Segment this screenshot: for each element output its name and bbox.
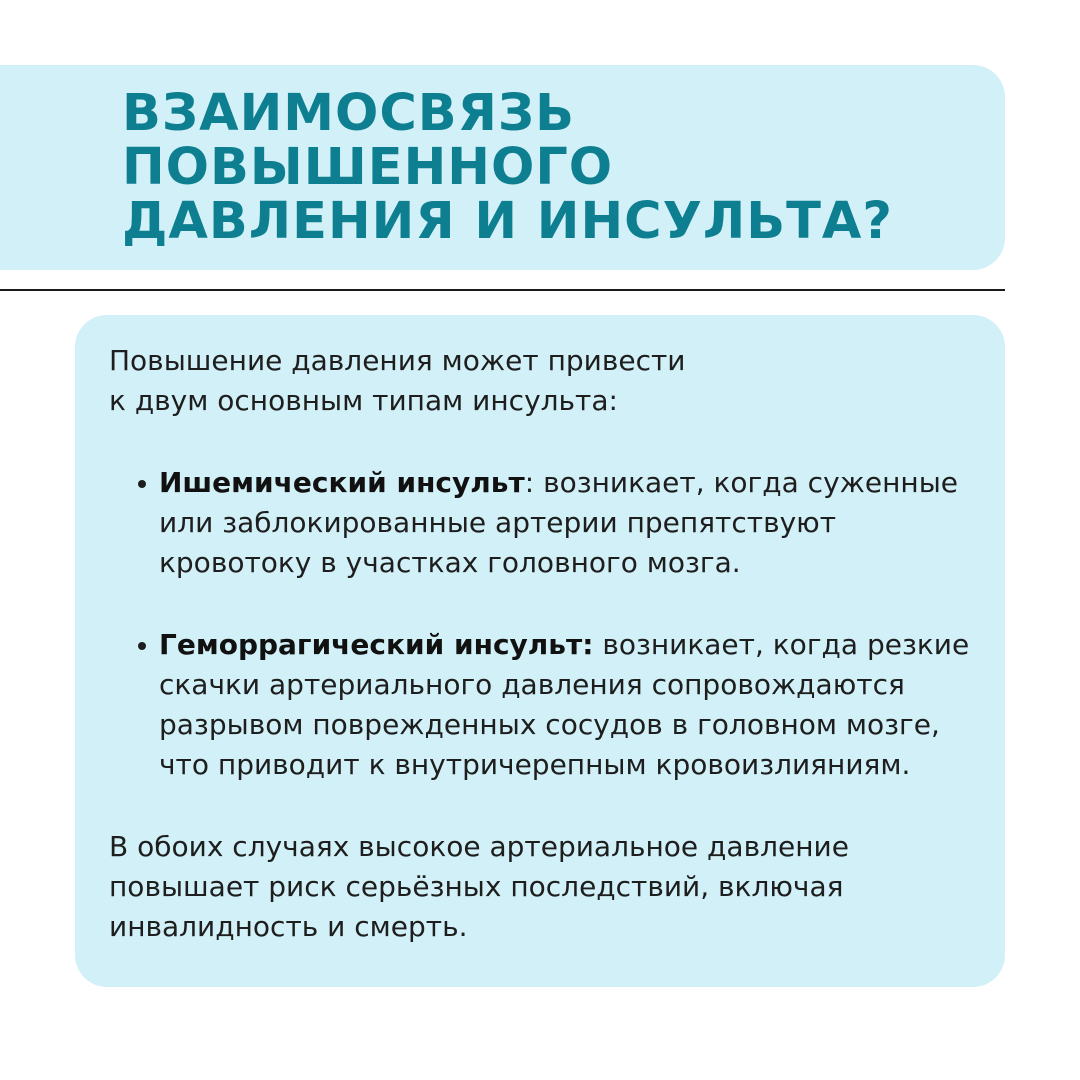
- title-panel: [0, 65, 1005, 270]
- bullet-icon: [138, 480, 146, 488]
- closing-paragraph: В обоих случаях высокое артериальное давление повышает риск серьёзных последствий, включая инвалидность и смерть.: [109, 830, 849, 943]
- list-item-text: возникает, когда резкие скачки артериального давления сопровождаются разрывом поврежденных сосудов в головном мозге, что приводит к внутричерепным кровоизлияниям.: [159, 628, 970, 781]
- divider-line: [0, 289, 1005, 291]
- content-panel: [75, 315, 1005, 987]
- list-item-ischemic: [109, 463, 985, 583]
- list-item-title: Ишемический инсульт: [159, 466, 525, 499]
- page-title: ВЗАИМОСВЯЗЬ ПОВЫШЕННОГО ДАВЛЕНИЯ И ИНСУЛЬТА?: [122, 84, 893, 251]
- bullet-icon: [138, 642, 146, 650]
- list-item-text: : возникает, когда суженные или заблокированные артерии препятствуют кровотоку в участках головного мозга.: [159, 466, 959, 579]
- stroke-types-list: [109, 463, 985, 785]
- list-item-title: Геморрагический инсульт:: [159, 628, 594, 661]
- list-item-hemorrhagic: [109, 625, 985, 785]
- intro-paragraph: Повышение давления может привести к двум основным типам инсульта:: [109, 344, 686, 417]
